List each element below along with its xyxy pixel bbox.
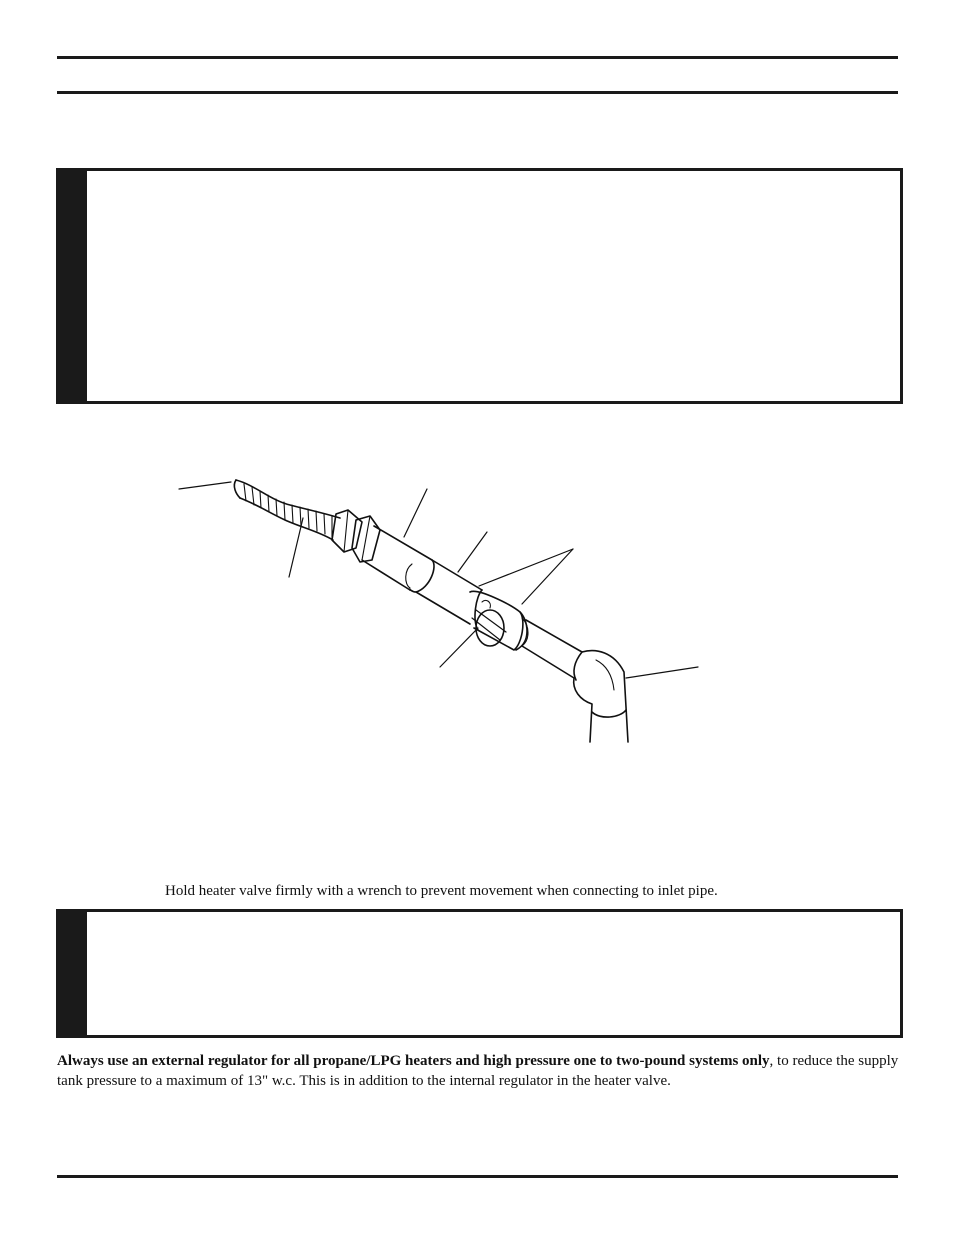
regulator-paragraph [57, 1051, 902, 1091]
pipe-nipple [362, 526, 482, 624]
footer-rule [57, 1175, 898, 1178]
tee-fitting [470, 590, 528, 650]
callout-leaders [179, 482, 698, 678]
warning-box-sidebar [59, 912, 87, 1035]
inlet-pipe [522, 620, 628, 742]
flexible-hose [234, 480, 340, 540]
regulator-paragraph-bold: Always use an external regulator for all propane/LPG heaters and high pressure one to two-pound systems only [57, 1053, 770, 1069]
regulator-paragraph-rest: , to reduce the supply tank pressure to a maximum of 13" w.c. This is in addition to the internal regulator in the heater valve. [57, 1053, 899, 1089]
figure-caption: Hold heater valve firmly with a wrench to prevent movement when connecting to inlet pipe. [165, 883, 718, 899]
warning-box-bottom [56, 909, 903, 1038]
